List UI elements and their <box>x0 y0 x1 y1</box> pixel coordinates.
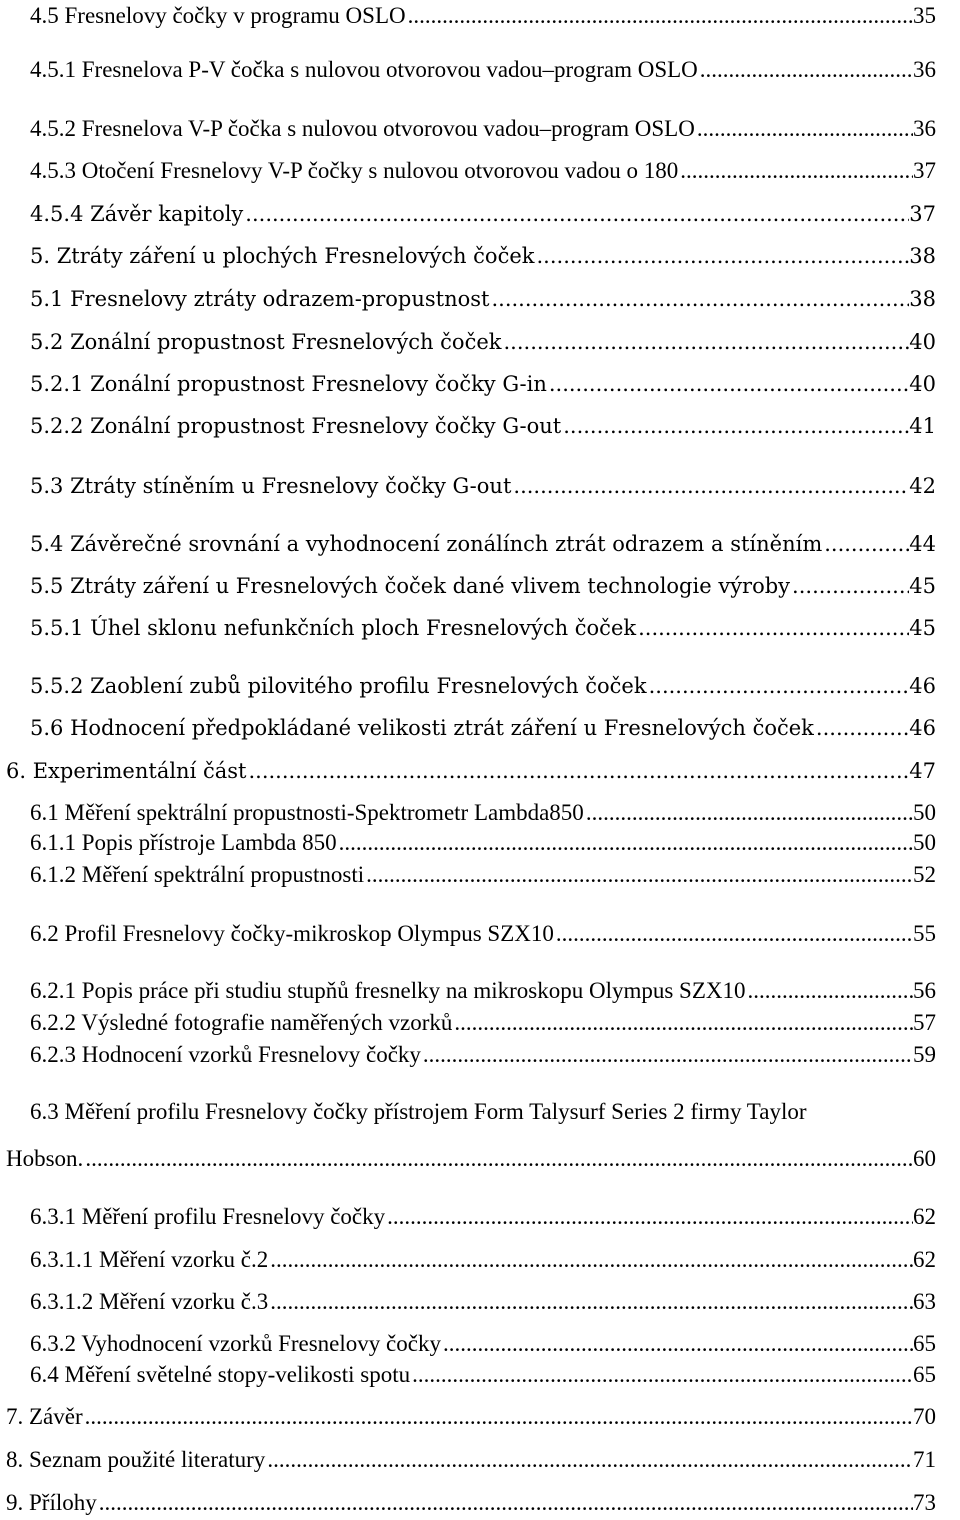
toc-entry-label: 6.3.1.1 Měření vzorku č.2 <box>30 1247 269 1272</box>
toc-leader-dots <box>748 975 913 1007</box>
toc-entry-label: 6.1 Měření spektrální propustnosti-Spektrometr Lambda850 <box>30 800 584 825</box>
toc-entry[interactable] <box>30 326 936 358</box>
toc-leader-dots <box>513 470 909 502</box>
toc-entry-label: 6.2.3 Hodnocení vzorků Fresnelovy čočky <box>30 1042 421 1067</box>
toc-entry[interactable] <box>30 410 936 442</box>
toc-entry-label: 8. Seznam použité literatury <box>6 1447 266 1472</box>
toc-leader-dots <box>697 113 913 145</box>
toc-leader-dots <box>245 198 909 230</box>
toc-entry[interactable] <box>30 283 936 315</box>
toc-leader-dots <box>537 240 910 272</box>
toc-page-number: 45 <box>909 616 936 640</box>
toc-leader-dots <box>366 859 913 891</box>
toc-entry[interactable] <box>30 1039 936 1071</box>
toc-page-number: 44 <box>909 532 936 556</box>
toc-leader-dots <box>408 0 913 32</box>
toc-entry-label: Hobson. <box>6 1146 84 1171</box>
toc-entry-label: 4.5 Fresnelovy čočky v programu OSLO <box>30 3 406 28</box>
toc-entry-label: 5. Ztráty záření u plochých Fresnelových čoček <box>30 244 535 268</box>
toc-entry[interactable] <box>6 755 936 787</box>
toc-entry-label: 6.3.2 Vyhodnocení vzorků Fresnelovy čočky <box>30 1331 441 1356</box>
toc-entry-label: 5.5.2 Zaoblení zubů pilovitého profilu Fresnelových čoček <box>30 674 647 698</box>
toc-page-number: 37 <box>909 202 936 226</box>
toc-entry[interactable] <box>30 155 936 187</box>
toc-page-number: 38 <box>909 244 936 268</box>
toc-entry[interactable] <box>30 528 936 560</box>
toc-entry[interactable] <box>30 712 936 744</box>
toc-entry[interactable] <box>30 918 936 950</box>
toc-entry[interactable] <box>30 1328 936 1360</box>
toc-entry-label: 6.1.1 Popis přístroje Lambda 850 <box>30 830 337 855</box>
toc-entry[interactable] <box>30 54 936 86</box>
toc-leader-dots <box>85 1401 913 1433</box>
toc-entry[interactable] <box>30 470 936 502</box>
toc-entry-label: 6.2.1 Popis práce při studiu stupňů fresnelky na mikroskopu Olympus SZX10 <box>30 978 746 1003</box>
toc-entry-label: 5.2.2 Zonální propustnost Fresnelovy čočky G-out <box>30 414 562 438</box>
toc-leader-dots <box>85 1143 913 1175</box>
toc-entry-label: 5.3 Ztráty stíněním u Fresnelovy čočky G-out <box>30 474 512 498</box>
toc-entry-label: 9. Přílohy <box>6 1490 97 1515</box>
toc-page-number: 46 <box>909 674 936 698</box>
toc-page-number: 40 <box>909 372 936 396</box>
toc-leader-dots <box>99 1487 913 1519</box>
toc-entry-label: 4.5.4 Závěr kapitoly <box>30 202 244 226</box>
toc-page-number: 38 <box>909 287 936 311</box>
toc-entry[interactable] <box>30 1244 936 1276</box>
toc-page-number: 42 <box>909 474 936 498</box>
toc-entry-label: 6.2.2 Výsledné fotografie naměřených vzorků <box>30 1010 453 1035</box>
toc-entry-label: 7. Závěr <box>6 1404 83 1429</box>
toc-page-number: 50 <box>913 800 936 825</box>
toc-leader-dots <box>423 1039 913 1071</box>
toc-leader-dots <box>649 670 910 702</box>
toc-page-number: 71 <box>913 1447 936 1472</box>
toc-entry[interactable] <box>30 368 936 400</box>
toc-leader-dots <box>824 528 909 560</box>
toc-entry[interactable] <box>6 1444 936 1476</box>
toc-leader-dots <box>267 1444 913 1476</box>
toc-leader-dots <box>586 797 913 829</box>
toc-entry-label: 6.2 Profil Fresnelovy čočky-mikroskop Olympus SZX10 <box>30 921 554 946</box>
toc-leader-dots <box>270 1244 913 1276</box>
toc-entry-label: 4.5.1 Fresnelova P-V čočka s nulovou otvorovou vadou–program OSLO <box>30 57 698 82</box>
toc-page-number: 46 <box>909 716 936 740</box>
toc-page-number: 55 <box>913 921 936 946</box>
toc-page-number: 35 <box>913 3 936 28</box>
toc-entry[interactable] <box>30 1286 936 1318</box>
toc-entry-label: 6. Experimentální část <box>6 759 247 783</box>
toc-entry[interactable] <box>30 975 936 1007</box>
toc-leader-dots <box>556 918 913 950</box>
toc-leader-dots <box>412 1359 913 1391</box>
toc-leader-dots <box>563 410 909 442</box>
toc-leader-dots <box>454 1007 913 1039</box>
toc-entry-label: 6.1.2 Měření spektrální propustnosti <box>30 862 365 887</box>
toc-entry-label: 6.3 Měření profilu Fresnelovy čočky přístrojem Form Talysurf Series 2 firmy Taylor <box>30 1099 807 1124</box>
toc-leader-dots <box>491 283 909 315</box>
toc-entry-label: 5.2 Zonální propustnost Fresnelových čoček <box>30 330 502 354</box>
toc-entry-label: 4.5.2 Fresnelova V-P čočka s nulovou otvorovou vadou–program OSLO <box>30 116 695 141</box>
toc-entry-label: 6.3.1.2 Měření vzorku č.3 <box>30 1289 269 1314</box>
toc-entry-label: 4.5.3 Otočení Fresnelovy V-P čočky s nulovou otvorovou vadou o 180 <box>30 158 679 183</box>
toc-page-number: 70 <box>913 1404 936 1429</box>
toc-entry[interactable] <box>30 1201 936 1233</box>
toc-leader-dots <box>248 755 909 787</box>
toc-entry-label: 5.4 Závěrečné srovnání a vyhodnocení zonálínch ztrát odrazem a stíněním <box>30 532 823 556</box>
toc-page-number: 41 <box>909 414 936 438</box>
toc-entry[interactable] <box>6 1143 936 1175</box>
toc-page-number: 40 <box>909 330 936 354</box>
toc-page-number: 56 <box>913 978 936 1003</box>
toc-leader-dots <box>638 612 909 644</box>
toc-entry[interactable] <box>6 1487 936 1519</box>
toc-leader-dots <box>680 155 913 187</box>
toc-page-number: 73 <box>913 1490 936 1515</box>
toc-entry[interactable] <box>30 797 936 829</box>
toc-leader-dots <box>504 326 910 358</box>
toc-leader-dots <box>700 54 913 86</box>
toc-leader-dots <box>387 1201 913 1233</box>
toc-leader-dots <box>339 827 913 859</box>
toc-page-number: 63 <box>913 1289 936 1314</box>
toc-entry[interactable] <box>30 859 936 891</box>
toc-entry[interactable] <box>30 1007 936 1039</box>
toc-page-number: 36 <box>913 116 936 141</box>
toc-page-number: 52 <box>913 862 936 887</box>
toc-entry[interactable] <box>6 1401 936 1433</box>
toc-entry[interactable] <box>30 198 936 230</box>
toc-page-number: 45 <box>909 574 936 598</box>
toc-page-number: 50 <box>913 830 936 855</box>
toc-entry[interactable] <box>30 612 936 644</box>
toc-page-number: 47 <box>909 759 936 783</box>
toc-entry-label: 6.4 Měření světelné stopy-velikosti spotu <box>30 1362 411 1387</box>
toc-leader-dots <box>816 712 909 744</box>
toc-entry-label: 6.3.1 Měření profilu Fresnelovy čočky <box>30 1204 386 1229</box>
toc-page-number: 65 <box>913 1331 936 1356</box>
toc-page-number: 37 <box>913 158 936 183</box>
toc-entry[interactable] <box>30 827 936 859</box>
toc-leader-dots <box>270 1286 913 1318</box>
toc-entry-label: 5.5 Ztráty záření u Fresnelových čoček dané vlivem technologie výroby <box>30 574 791 598</box>
toc-entry[interactable] <box>30 570 936 602</box>
toc-page-number: 57 <box>913 1010 936 1035</box>
toc-page-number: 60 <box>913 1146 936 1171</box>
toc-page-number: 62 <box>913 1247 936 1272</box>
toc-entry[interactable] <box>30 240 936 272</box>
toc-entry[interactable] <box>30 0 936 32</box>
toc-entry-label: 5.5.1 Úhel sklonu nefunkčních ploch Fresnelových čoček <box>30 616 637 640</box>
toc-page-number: 59 <box>913 1042 936 1067</box>
toc-leader-dots <box>549 368 909 400</box>
toc-entry-label: 5.1 Fresnelovy ztráty odrazem-propustnost <box>30 287 490 311</box>
toc-entry[interactable] <box>30 113 936 145</box>
toc-leader-dots <box>443 1328 913 1360</box>
toc-page-number: 36 <box>913 57 936 82</box>
toc-entry-label: 5.2.1 Zonální propustnost Fresnelovy čočky G-in <box>30 372 547 396</box>
toc-entry-label: 5.6 Hodnocení předpokládané velikosti ztrát záření u Fresnelových čoček <box>30 716 814 740</box>
toc-leader-dots <box>792 570 909 602</box>
toc-entry[interactable] <box>30 670 936 702</box>
toc-page-number: 62 <box>913 1204 936 1229</box>
toc-entry[interactable] <box>30 1359 936 1391</box>
toc-page-number: 65 <box>913 1362 936 1387</box>
